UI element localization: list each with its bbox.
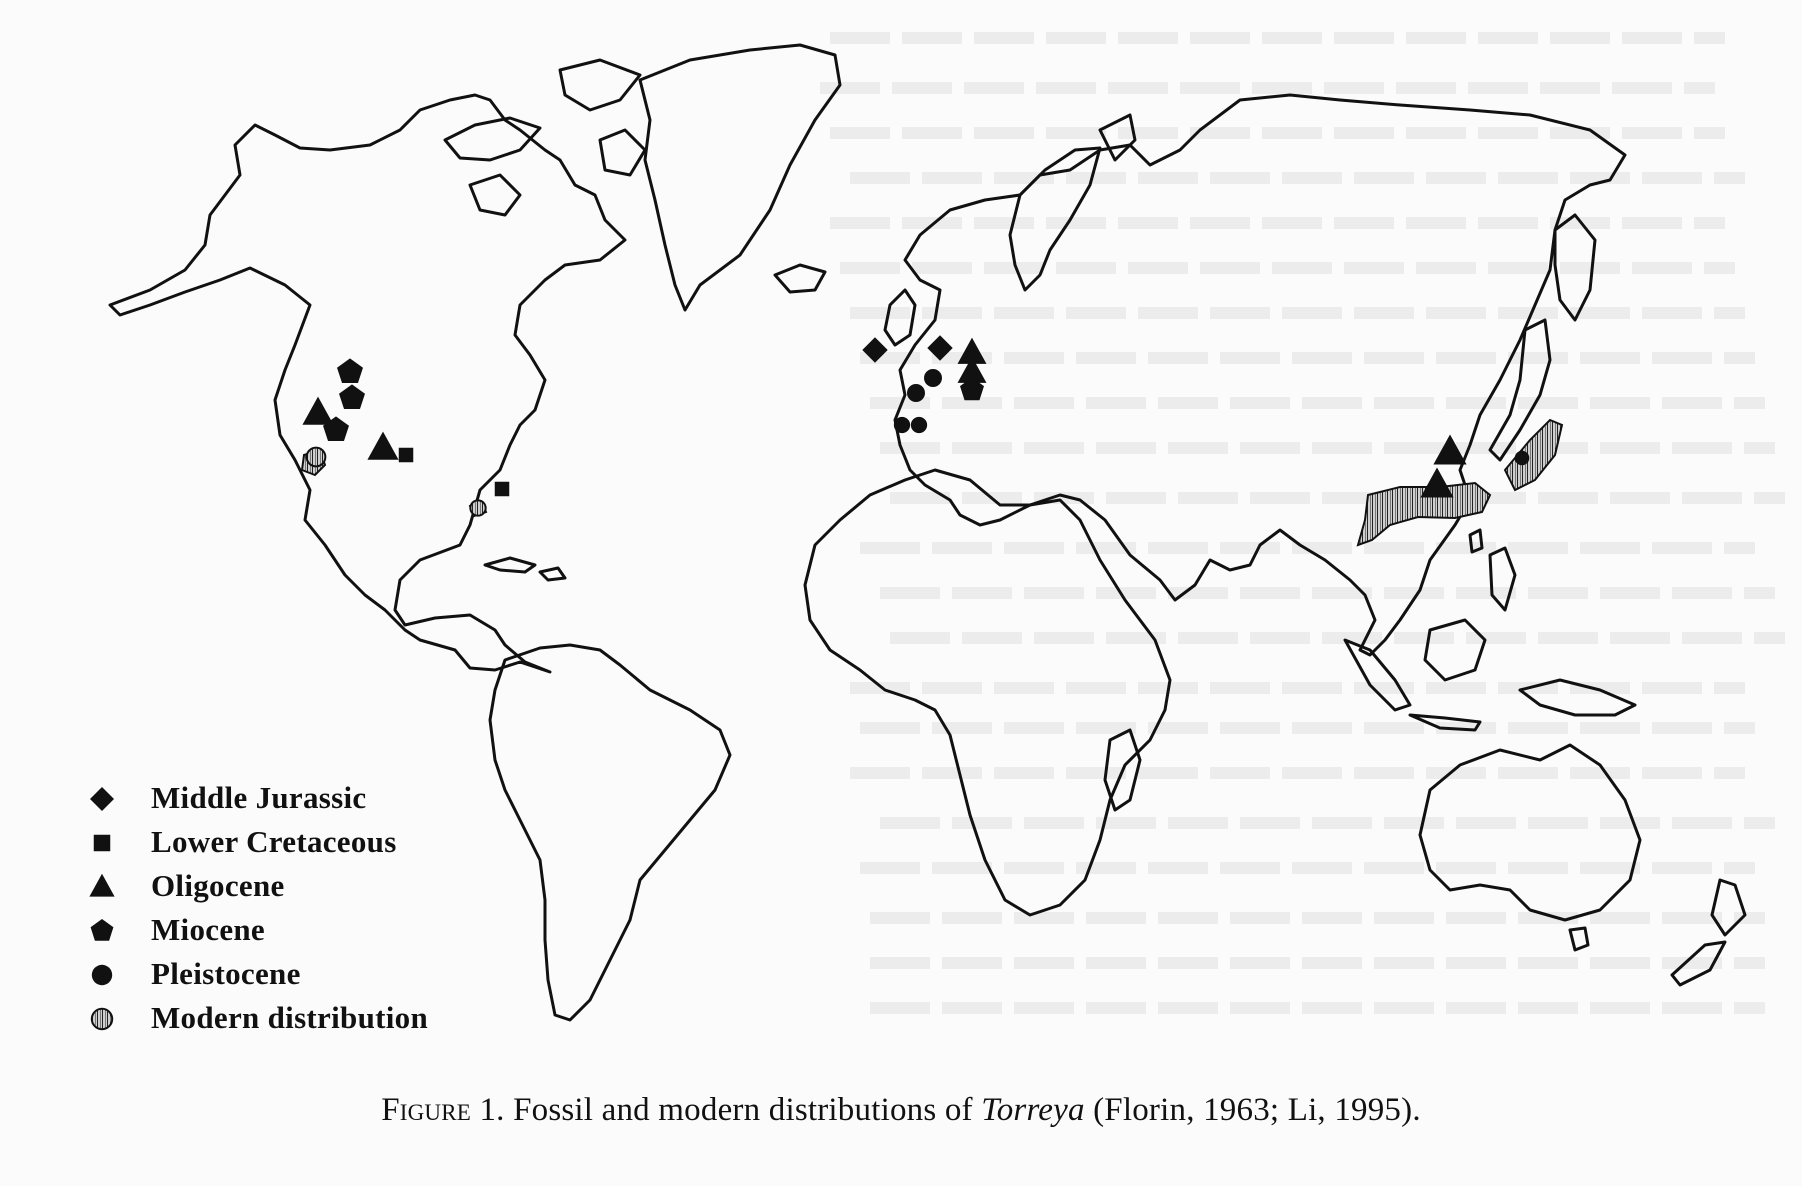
- sumatra-outline: [1345, 640, 1410, 710]
- arctic-island-outline: [445, 118, 540, 160]
- cuba-outline: [485, 558, 535, 572]
- locality-triangle-marker: [303, 398, 332, 425]
- philippines-outline: [1490, 548, 1515, 610]
- legend: [85, 778, 505, 1042]
- locality-circle-marker: [894, 417, 909, 432]
- arctic-island-outline: [600, 130, 645, 175]
- legend-label: Oligocene: [151, 868, 285, 903]
- locality-triangle-marker: [1434, 436, 1466, 465]
- locality-circle-marker: [1515, 451, 1529, 465]
- locality-hatched-circle-marker: [470, 500, 485, 515]
- iceland-outline: [775, 265, 825, 292]
- new-guinea-outline: [1520, 680, 1635, 715]
- legend-item: [85, 822, 505, 866]
- hatched-circle-icon: [85, 1004, 119, 1034]
- circle-icon: [85, 960, 119, 990]
- legend-label: Middle Jurassic: [151, 780, 367, 815]
- australia-outline: [1420, 745, 1640, 920]
- locality-square-marker: [495, 482, 509, 496]
- locality-circle-marker: [925, 370, 942, 387]
- legend-label: Pleistocene: [151, 956, 301, 991]
- locality-circle-marker: [911, 417, 926, 432]
- arctic-island-outline: [560, 60, 640, 110]
- kamchatka-outline: [1555, 215, 1595, 320]
- caption-label: Figure 1.: [381, 1092, 505, 1128]
- eurasia-outline: [895, 95, 1625, 655]
- pentagon-icon: [85, 916, 119, 946]
- locality-pentagon-marker: [340, 385, 365, 409]
- diamond-icon: [85, 784, 119, 814]
- legend-item: [85, 866, 505, 910]
- greenland-outline: [640, 45, 840, 310]
- locality-hatched-circle-marker: [307, 448, 326, 467]
- square-icon: [85, 828, 119, 858]
- java-outline: [1410, 715, 1480, 730]
- locality-diamond-marker: [863, 338, 887, 362]
- north-america-outline: [110, 95, 625, 672]
- caption-text-after: (Florin, 1963; Li, 1995).: [1084, 1092, 1421, 1128]
- legend-label: Miocene: [151, 912, 265, 947]
- locality-pentagon-marker: [338, 359, 363, 383]
- legend-item: [85, 778, 505, 822]
- new-zealand-south-outline: [1672, 942, 1725, 985]
- tasmania-outline: [1570, 928, 1588, 950]
- novaya-zemlya-outline: [1100, 115, 1135, 160]
- legend-item: [85, 954, 505, 998]
- locality-triangle-marker: [1421, 469, 1453, 498]
- legend-item: [85, 998, 505, 1042]
- locality-diamond-marker: [928, 336, 952, 360]
- locality-square-marker: [399, 448, 413, 462]
- legend-label: Modern distribution: [151, 1000, 428, 1035]
- britain-outline: [885, 290, 915, 345]
- modern-distribution-japan-korea: [1505, 420, 1562, 490]
- legend-label: Lower Cretaceous: [151, 824, 397, 859]
- new-zealand-north-outline: [1712, 880, 1745, 935]
- scandinavia-outline: [1010, 148, 1100, 290]
- locality-circle-marker: [908, 385, 925, 402]
- taiwan-outline: [1470, 530, 1482, 552]
- legend-item: [85, 910, 505, 954]
- borneo-outline: [1425, 620, 1485, 680]
- caption-text-before: Fossil and modern distributions of: [504, 1092, 982, 1128]
- hispaniola-outline: [540, 568, 565, 580]
- locality-triangle-marker: [368, 433, 397, 460]
- arctic-island-outline: [470, 175, 520, 215]
- caption-taxon: Torreya: [981, 1092, 1085, 1128]
- south-america-outline: [490, 645, 730, 1020]
- figure-caption: [0, 1092, 1802, 1129]
- triangle-icon: [85, 872, 119, 902]
